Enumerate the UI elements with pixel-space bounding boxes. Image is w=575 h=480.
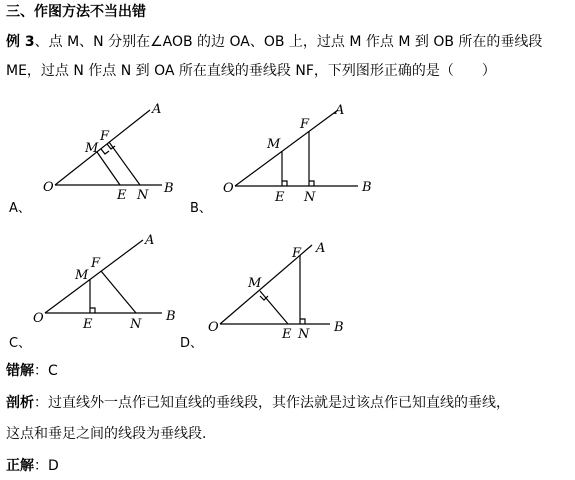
figure-b bbox=[220, 100, 370, 205]
label-e: E bbox=[282, 327, 292, 342]
label-e: E bbox=[117, 188, 127, 203]
label-m: M bbox=[75, 268, 89, 283]
label-f: F bbox=[100, 129, 110, 144]
label-e: E bbox=[83, 317, 93, 332]
label-n: N bbox=[137, 188, 149, 203]
analysis-line-2: 这点和垂足之间的线段为垂线段. bbox=[6, 426, 207, 442]
example-text-1: 、点 M、N 分别在∠AOB 的边 OA、OB 上，过点 M 作点 M 到 OB 所在的垂线段 bbox=[34, 34, 543, 50]
option-d-label: D、 bbox=[180, 336, 204, 351]
label-m: M bbox=[248, 276, 262, 291]
option-c-label: C、 bbox=[9, 336, 32, 351]
label-a: A bbox=[152, 102, 162, 117]
right-angle-mark-n bbox=[300, 319, 305, 324]
label-b: B bbox=[362, 180, 372, 195]
segment-nf bbox=[109, 142, 140, 185]
label-o: O bbox=[223, 181, 234, 196]
segment-me bbox=[97, 152, 120, 185]
segment-me bbox=[260, 291, 288, 324]
example-label: 例 3 bbox=[6, 34, 35, 50]
analysis-label: 剖析 bbox=[6, 395, 34, 411]
label-m: M bbox=[267, 137, 281, 152]
label-o: O bbox=[208, 320, 219, 335]
segment-nf bbox=[101, 271, 136, 313]
label-m: M bbox=[85, 141, 99, 156]
label-a: A bbox=[145, 233, 155, 248]
example-line-1 bbox=[6, 33, 542, 51]
label-f: F bbox=[292, 246, 302, 261]
label-b: B bbox=[164, 181, 174, 196]
analysis-text-1: ：过直线外一点作已知直线的垂线段，其作法就是过该点作已知直线的垂线， bbox=[34, 395, 510, 411]
analysis-line-1 bbox=[6, 394, 510, 412]
ray-oa bbox=[235, 110, 338, 186]
option-a-label: A、 bbox=[9, 201, 31, 216]
wrong-answer-value: ：C bbox=[34, 363, 58, 379]
figure-a bbox=[40, 100, 190, 205]
option-b-label: B、 bbox=[190, 201, 212, 216]
label-o: O bbox=[33, 311, 44, 326]
wrong-answer bbox=[6, 362, 58, 380]
label-n: N bbox=[304, 190, 316, 205]
right-angle-mark-e bbox=[90, 308, 95, 313]
label-o: O bbox=[43, 180, 54, 195]
label-a: A bbox=[335, 103, 345, 118]
label-f: F bbox=[300, 117, 310, 132]
label-e: E bbox=[275, 190, 285, 205]
label-b: B bbox=[166, 309, 176, 324]
figure-d bbox=[200, 235, 350, 340]
label-b: B bbox=[334, 320, 344, 335]
example-line-2: ME，过点 N 作点 N 到 OA 所在直线的垂线段 NF，下列图形正确的是（ ） bbox=[6, 63, 496, 79]
wrong-answer-label: 错解 bbox=[6, 363, 34, 379]
ray-oa bbox=[45, 240, 143, 313]
correct-answer bbox=[6, 457, 59, 475]
right-angle-mark-n bbox=[309, 181, 314, 186]
label-n: N bbox=[298, 327, 310, 342]
section-heading: 三、作图方法不当出错 bbox=[6, 4, 146, 20]
label-n: N bbox=[130, 317, 142, 332]
correct-answer-label: 正解 bbox=[6, 458, 34, 474]
ray-oa bbox=[55, 110, 150, 185]
label-f: F bbox=[91, 256, 101, 271]
right-angle-mark-m bbox=[101, 149, 109, 154]
right-angle-mark-e bbox=[282, 181, 287, 186]
label-a: A bbox=[316, 241, 326, 256]
correct-answer-value: ：D bbox=[34, 458, 59, 474]
figure-c bbox=[30, 230, 180, 335]
